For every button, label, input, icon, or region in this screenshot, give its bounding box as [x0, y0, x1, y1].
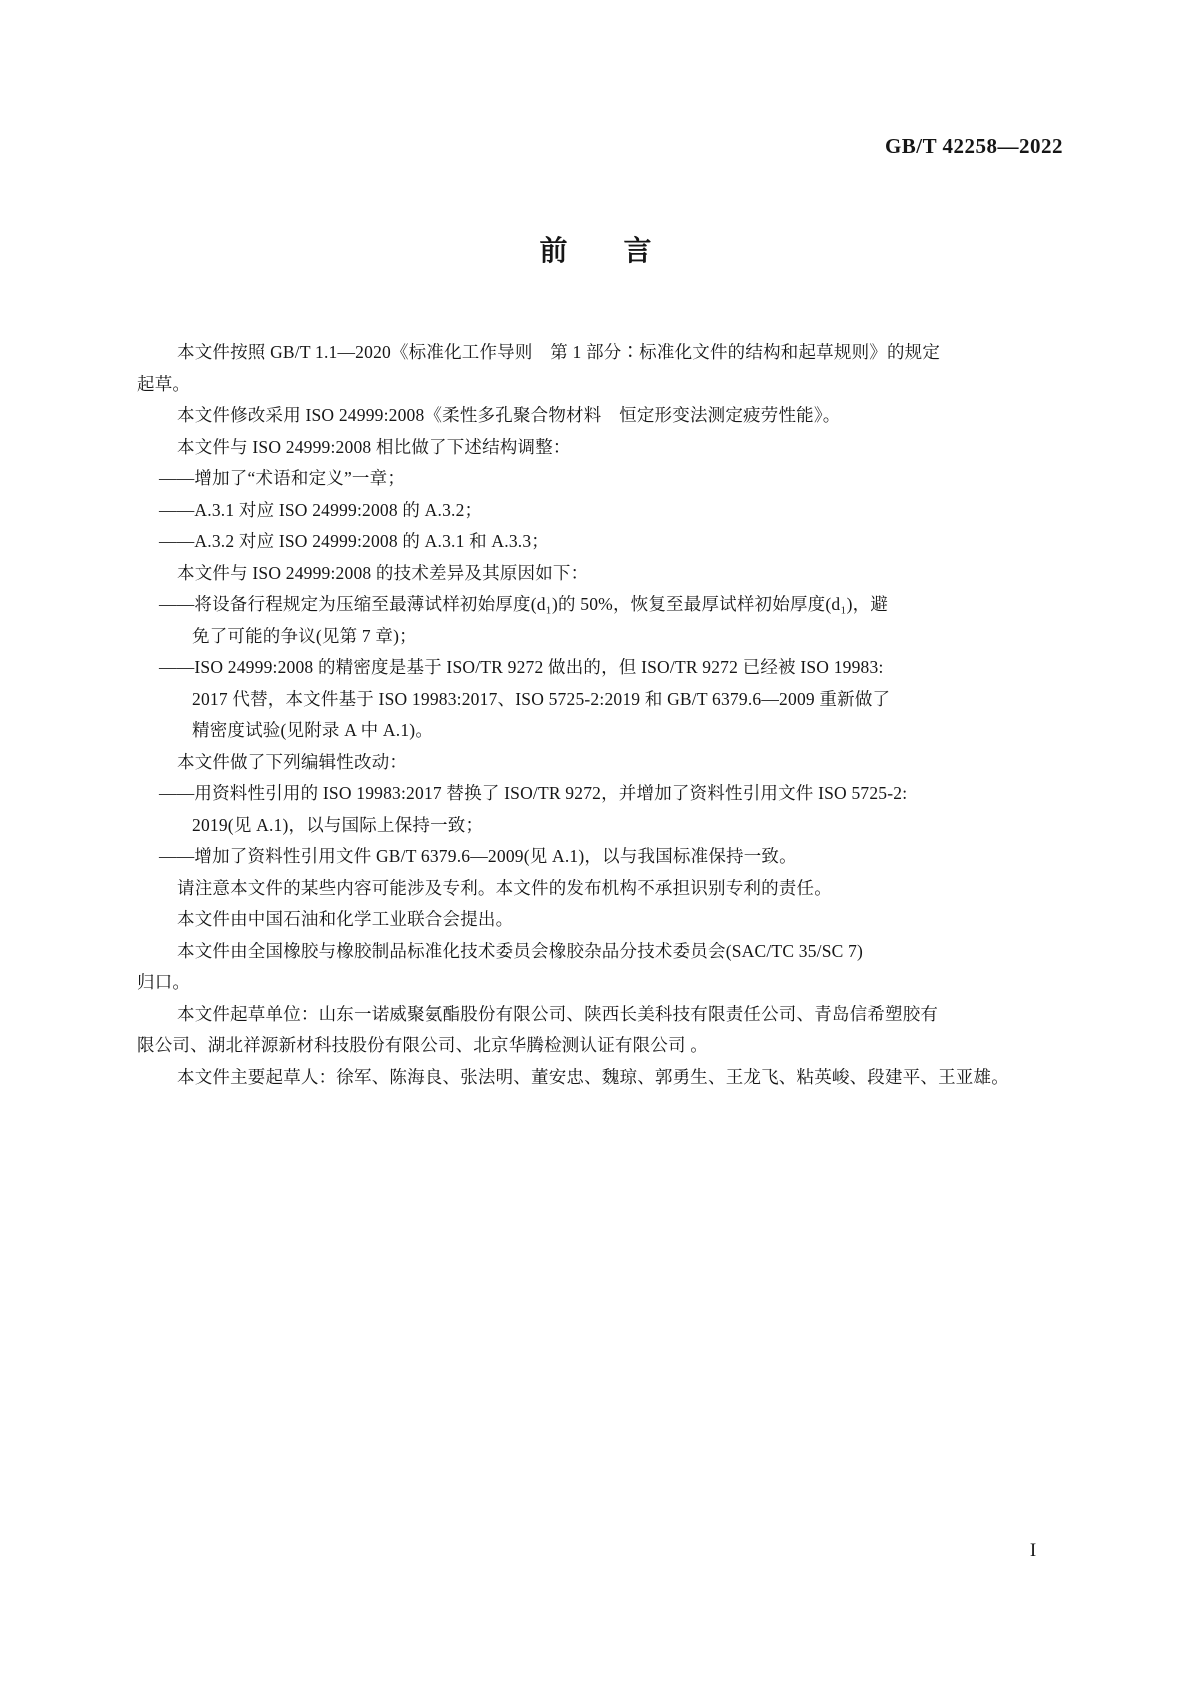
foreword-line: 本文件由中国石油和化学工业联合会提出。 [177, 909, 514, 929]
foreword-line: ——增加了“术语和定义”一章； [159, 468, 406, 488]
foreword-line: 本文件与 ISO 24999:2008 的技术差异及其原因如下： [177, 562, 589, 583]
foreword-line: 本文件与 ISO 24999:2008 相比做了下述结构调整： [177, 436, 571, 457]
foreword-line: ——A.3.2 对应 ISO 24999:2008 的 A.3.1 和 A.3.3； [159, 531, 549, 551]
foreword-line: 起草。 [137, 373, 191, 394]
foreword-line: 本文件按照 GB/T 1.1—2020《标准化工作导则 第 1 部分∶标准化文件的结构和起草规则》的规定 [177, 342, 941, 362]
foreword-line: 精密度试验(见附录 A 中 A.1)。 [192, 720, 434, 740]
foreword-line: 2019(见 A.1)，以与国际上保持一致； [192, 814, 484, 835]
foreword-line: ——A.3.1 对应 ISO 24999:2008 的 A.3.2； [159, 499, 483, 520]
foreword-line: 请注意本文件的某些内容可能涉及专利。本文件的发布机构不承担识别专利的责任。 [177, 877, 832, 898]
foreword-line: ——ISO 24999:2008 的精密度是基于 ISO/TR 9272 做出的，但 ISO/TR 9272 已经被 ISO 19983: [159, 657, 884, 677]
foreword-line: 归口。 [137, 972, 191, 992]
foreword-line: 2017 代替，本文件基于 ISO 19983:2017、ISO 5725-2:2019 和 GB/T 6379.6—2009 重新做了 [192, 688, 891, 709]
foreword-line: 本文件由全国橡胶与橡胶制品标准化技术委员会橡胶杂品分技术委员会(SAC/TC 35/SC 7) [177, 940, 864, 961]
foreword-line: 本文件主要起草人：徐军、陈海良、张法明、董安忠、魏琼、郭勇生、王龙飞、粘英峻、段建平、王亚雄。 [177, 1066, 1009, 1087]
foreword-line: 本文件修改采用 ISO 24999:2008《柔性多孔聚合物材料 恒定形变法测定疲劳性能》。 [177, 405, 841, 425]
foreword-line: 本文件做了下列编辑性改动： [177, 751, 408, 772]
foreword-line: 免了可能的争议(见第 7 章)； [192, 625, 417, 646]
foreword-title: 前 言 [539, 235, 652, 266]
foreword-line: ——将设备行程规定为压缩至最薄试样初始厚度(d₁)的 50%，恢复至最厚试样初始厚度(d₁)，避 [159, 594, 889, 614]
foreword-line: ——用资料性引用的 ISO 19983:2017 替换了 ISO/TR 9272，并增加了资料性引用文件 ISO 5725-2: [159, 783, 908, 803]
standard-code-header: GB/T 42258—2022 [884, 134, 1063, 158]
foreword-line: 限公司、湖北祥源新材科技股份有限公司、北京华腾检测认证有限公司 。 [137, 1035, 708, 1055]
foreword-line: 本文件起草单位：山东一诺威聚氨酯股份有限公司、陕西长美科技有限责任公司、青岛信希塑胶有 [177, 1003, 939, 1024]
page-number: I [1029, 1540, 1037, 1561]
foreword-lines [137, 337, 1063, 1093]
foreword-line: ——增加了资料性引用文件 GB/T 6379.6—2009(见 A.1)，以与我国标准保持一致。 [159, 846, 797, 866]
